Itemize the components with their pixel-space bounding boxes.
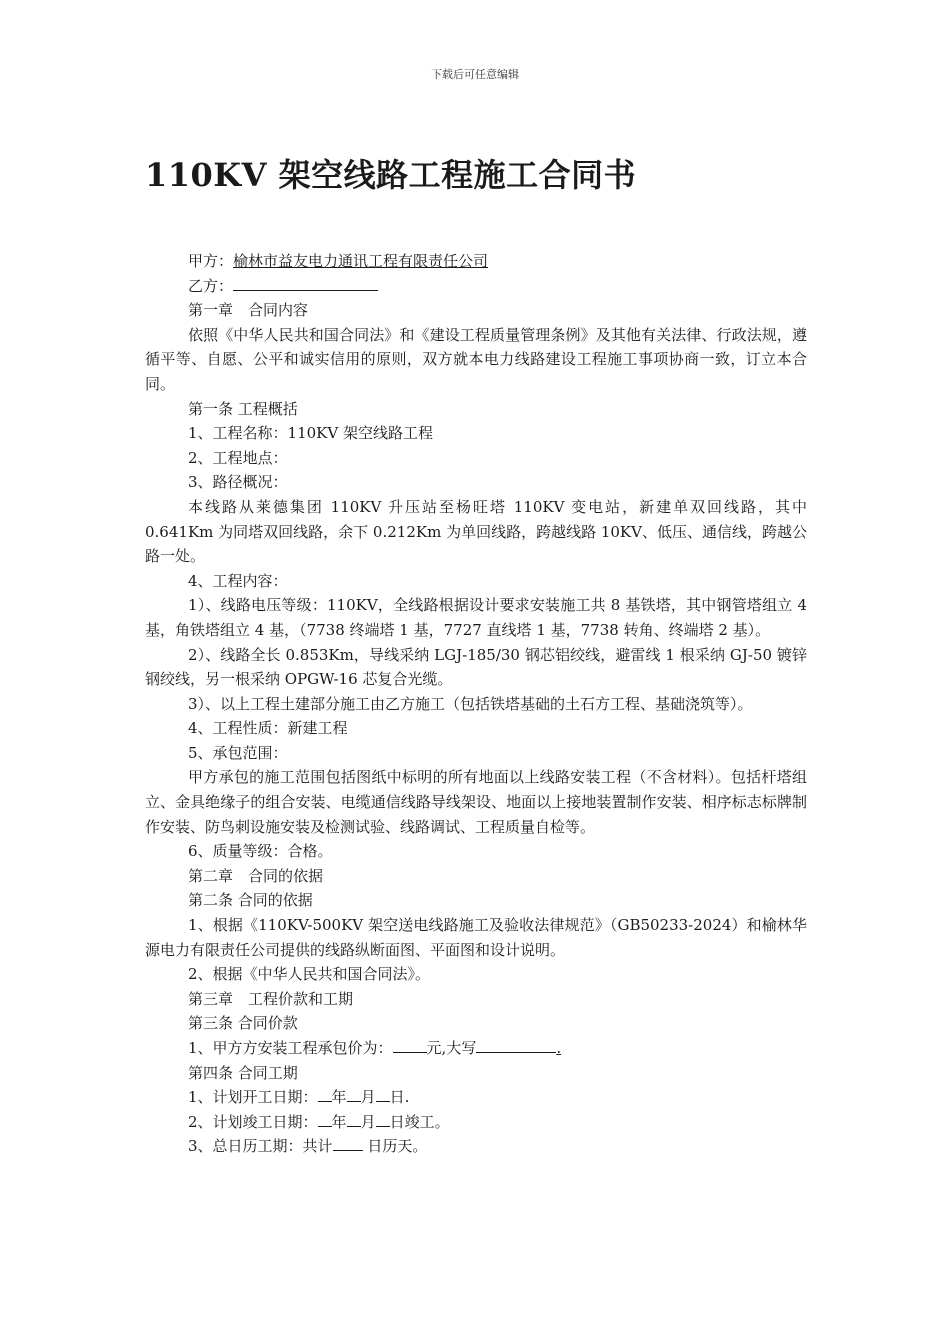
scope-paragraph: 甲方承包的施工范围包括图纸中标明的所有地面以上线路安装工程（不含材料）。包括杆塔组立、金具绝缘子的组合安装、电缆通信线路导线架设、地面以上接地装置制作安装、相序标志标牌制作安装、防鸟刺设施安装及检测试验、线路调试、工程质量自检等。 (145, 768, 807, 836)
party-b-blank (233, 274, 378, 291)
total-duration-line (145, 1134, 807, 1159)
chapter-1-heading: 第一章 合同内容 (188, 301, 309, 320)
finish-year-blank (318, 1110, 332, 1127)
party-a-line (145, 249, 807, 274)
project-name: 1、工程名称：110KV 架空线路工程 (188, 424, 433, 443)
party-b-line (145, 274, 807, 299)
start-year-label: 年 (331, 1088, 347, 1107)
finish-year-label: 年 (331, 1112, 347, 1131)
content-label: 4、工程内容： (188, 571, 288, 590)
start-year-blank (318, 1085, 332, 1102)
finish-day-label: 日竣工。 (389, 1112, 450, 1131)
start-month-label: 月 (360, 1088, 376, 1107)
finish-date-line (145, 1110, 807, 1135)
finish-day-blank (376, 1110, 390, 1127)
basis-item-2: 2、根据《中华人民共和国合同法》。 (188, 965, 431, 984)
header-note: 下载后可任意编辑 (431, 68, 519, 81)
contract-body (145, 249, 807, 1159)
article-4-heading: 第四条 合同工期 (188, 1063, 298, 1082)
party-a-label: 甲方： (188, 252, 234, 270)
intro-paragraph: 依照《中华人民共和国合同法》和《建设工程质量管理条例》及其他有关法律、行政法规，遵循平等、自愿、公平和诚实信用的原则，双方就本电力线路建设工程施工事项协商一致，订立本合同。 (145, 325, 807, 393)
content-item-2: 2）、线路全长 0.853Km，导线采纳 LGJ-185/30 钢芯铝绞线，避雷线 1 根采纳 GJ-50 镀锌钢绞线，另一根采纳 OPGW-16 芯复合光缆。 (145, 645, 807, 689)
finish-month-blank (347, 1110, 361, 1127)
total-duration-label: 3、总日历工期：共计 (188, 1137, 333, 1156)
basis-item-1: 1、根据《110KV-500KV 架空送电线路施工及验收法律规范》（GB50233-2024）和榆林华源电力有限责任公司提供的线路纵断面图、平面图和设计说明。 (145, 916, 807, 959)
chapter-3-heading: 第三章 工程价款和工期 (188, 989, 354, 1008)
total-days-label: 日历天。 (362, 1137, 428, 1156)
article-3-heading: 第三条 合同价款 (188, 1014, 298, 1033)
finish-date-label: 2、计划竣工日期： (188, 1112, 318, 1131)
project-nature: 4、工程性质：新建工程 (188, 719, 348, 738)
content-item-1: 1）、线路电压等级：110KV，全线路根据设计要求安装施工共 8 基铁塔，其中钢管塔组立 4 基，角铁塔组立 4 基，（7738 终端塔 1 基，7727 直线塔 1 基，7738 转角、终端塔 2 基）。 (145, 596, 807, 639)
total-days-blank (333, 1134, 363, 1151)
project-location: 2、工程地点： (188, 448, 288, 467)
price-words-blank (476, 1036, 556, 1053)
chapter-2-heading: 第二章 合同的依据 (188, 866, 324, 885)
contract-price-line (145, 1036, 807, 1061)
scope-label: 5、承包范围： (188, 743, 288, 762)
start-day-label: 日. (389, 1088, 410, 1107)
start-date-label: 1、计划开工日期： (188, 1088, 318, 1107)
party-a-name: 榆林市益友电力通讯工程有限责任公司 (233, 252, 489, 270)
price-words-label: 元,大写 (426, 1039, 477, 1057)
price-amount-blank (393, 1036, 427, 1053)
article-2-heading: 第二条 合同的依据 (188, 891, 313, 910)
content-item-3: 3）、以上工程土建部分施工由乙方施工（包括铁塔基础的土石方工程、基础浇筑等）。 (188, 694, 753, 713)
start-day-blank (376, 1085, 390, 1102)
price-prefix: 1、甲方方安装工程承包价为： (188, 1039, 393, 1057)
article-1-heading: 第一条 工程概括 (188, 399, 298, 418)
party-b-label: 乙方： (188, 276, 234, 295)
quality-grade: 6、质量等级：合格。 (188, 842, 333, 861)
start-date-line (145, 1085, 807, 1110)
price-end: . (556, 1039, 562, 1057)
document-title: 110KV 架空线路工程施工合同书 (145, 156, 637, 194)
finish-month-label: 月 (360, 1112, 376, 1131)
route-paragraph: 本线路从莱德集团 110KV 升压站至杨旺塔 110KV 变电站，新建单双回线路，其中 0.641Km 为同塔双回线路，余下 0.212Km 为单回线路，跨越线路 10KV、低压、通信线，跨越公路一处。 (145, 497, 807, 566)
start-month-blank (347, 1085, 361, 1102)
route-label: 3、路径概况： (188, 473, 288, 492)
